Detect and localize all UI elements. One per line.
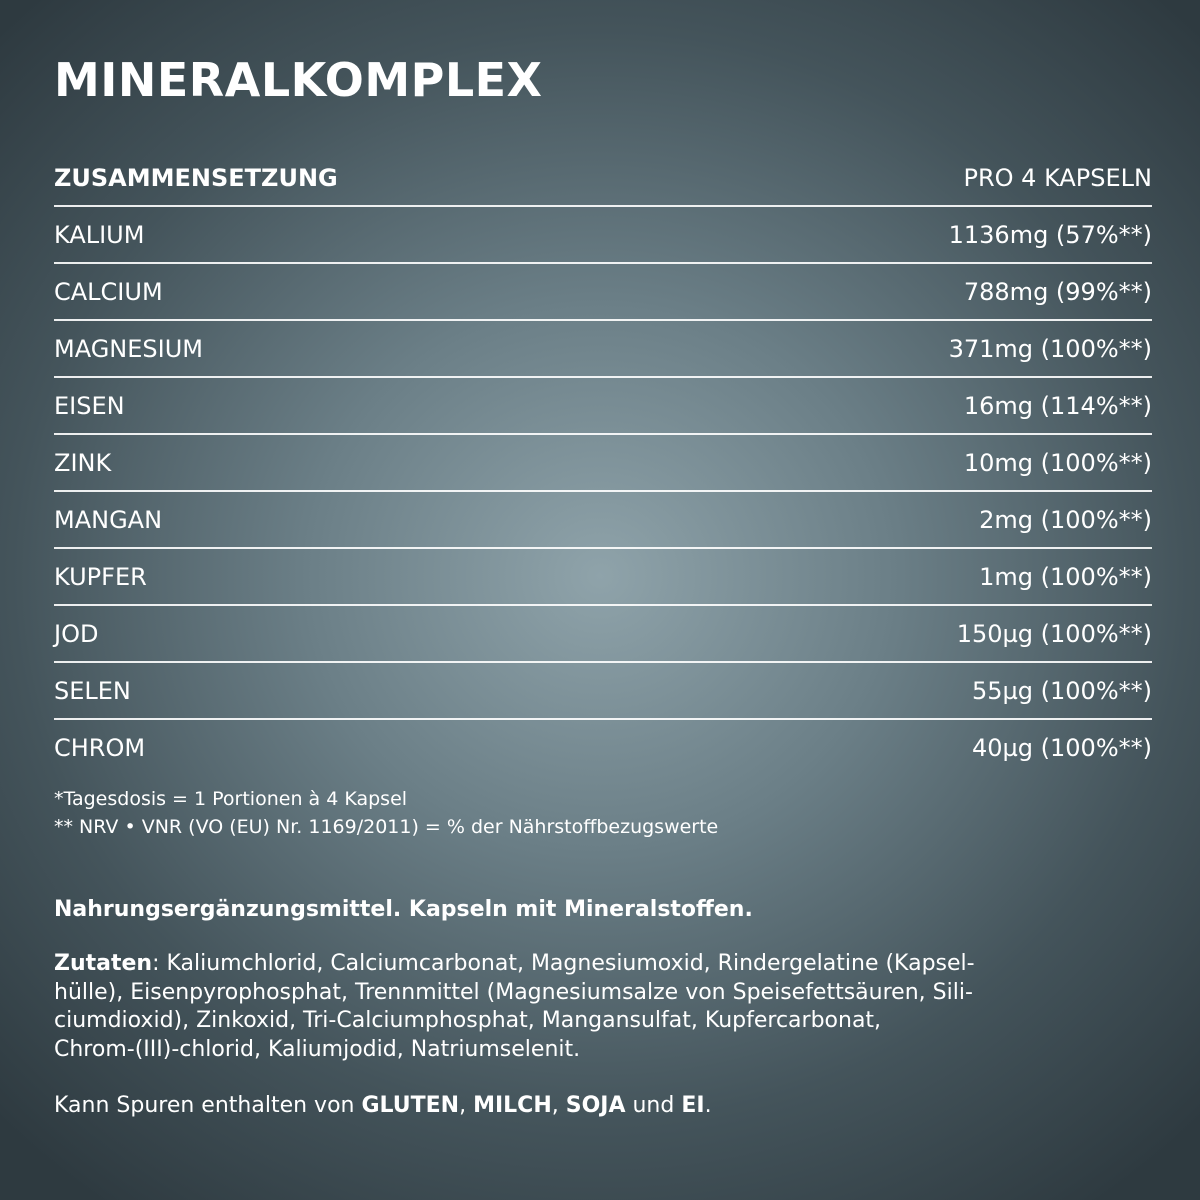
mineral-name: SELEN [54,676,131,705]
table-row [54,378,1152,435]
allergen: SOJA [565,1093,626,1118]
mineral-value: 10mg (100%**) [963,448,1152,477]
ingredients-line: hülle), Eisenpyrophosphat, Trennmittel (Magnesiumsalze von Speisefettsäuren, Sili- [54,979,973,1005]
mineral-name: MAGNESIUM [54,334,204,363]
table-header [54,150,1152,207]
footnote-nrv: ** NRV • VNR (VO (EU) Nr. 1169/2011) = % der Nährstoffbezugswerte [54,816,719,838]
mineral-name: KALIUM [54,220,145,249]
footnotes [54,785,718,841]
table-row [54,720,1152,775]
mineral-name: MANGAN [54,505,163,534]
mineral-name: CHROM [54,733,146,762]
ingredients-line: Chrom-(III)-chlorid, Kaliumjodid, Natriumselenit. [54,1036,581,1062]
mineral-value: 371mg (100%**) [948,334,1152,363]
ingredients-line: ciumdioxid), Zinkoxid, Tri-Calciumphosphat, Mangansulfat, Kupfercarbonat, [54,1008,882,1033]
table-row [54,549,1152,606]
table-row [54,435,1152,492]
product-description: Nahrungsergänzungsmittel. Kapseln mit Mineralstoffen. [54,897,753,922]
footnote-daily-dose: *Tagesdosis = 1 Portionen à 4 Kapsel [54,788,408,810]
mineral-value: 2mg (100%**) [979,505,1152,534]
header-per-4-capsules: PRO 4 KAPSELN [963,163,1152,192]
allergen: EI [681,1093,705,1118]
allergen: MILCH [473,1093,552,1118]
ingredients-label: Zutaten [54,951,153,976]
mineral-name: EISEN [54,391,125,420]
table-row [54,264,1152,321]
mineral-name: CALCIUM [54,277,163,306]
ingredients-text [54,950,1154,1064]
mineral-value: 150µg (100%**) [956,619,1152,648]
mineral-name: KUPFER [54,562,147,591]
header-composition: ZUSAMMENSETZUNG [54,163,338,192]
table-row [54,207,1152,264]
mineral-value: 788mg (99%**) [963,277,1152,306]
mineral-name: JOD [54,619,99,648]
page-title: MINERALKOMPLEX [54,53,543,107]
table-row [54,492,1152,549]
table-row [54,321,1152,378]
mineral-value: 55µg (100%**) [971,676,1152,705]
mineral-value: 1mg (100%**) [979,562,1152,591]
table-row [54,663,1152,720]
table-row [54,606,1152,663]
allergen-traces: Kann Spuren enthalten von GLUTEN, MILCH, SOJA und EI. [54,1093,712,1118]
mineral-value: 40µg (100%**) [971,733,1152,762]
allergen: GLUTEN [361,1093,460,1118]
mineral-name: ZINK [54,448,112,477]
ingredients-line: Zutaten: Kaliumchlorid, Calciumcarbonat, Magnesiumoxid, Rindergelatine (Kapsel- [54,951,975,976]
composition-table [54,150,1152,775]
mineral-value: 16mg (114%**) [963,391,1152,420]
mineral-value: 1136mg (57%**) [948,220,1152,249]
